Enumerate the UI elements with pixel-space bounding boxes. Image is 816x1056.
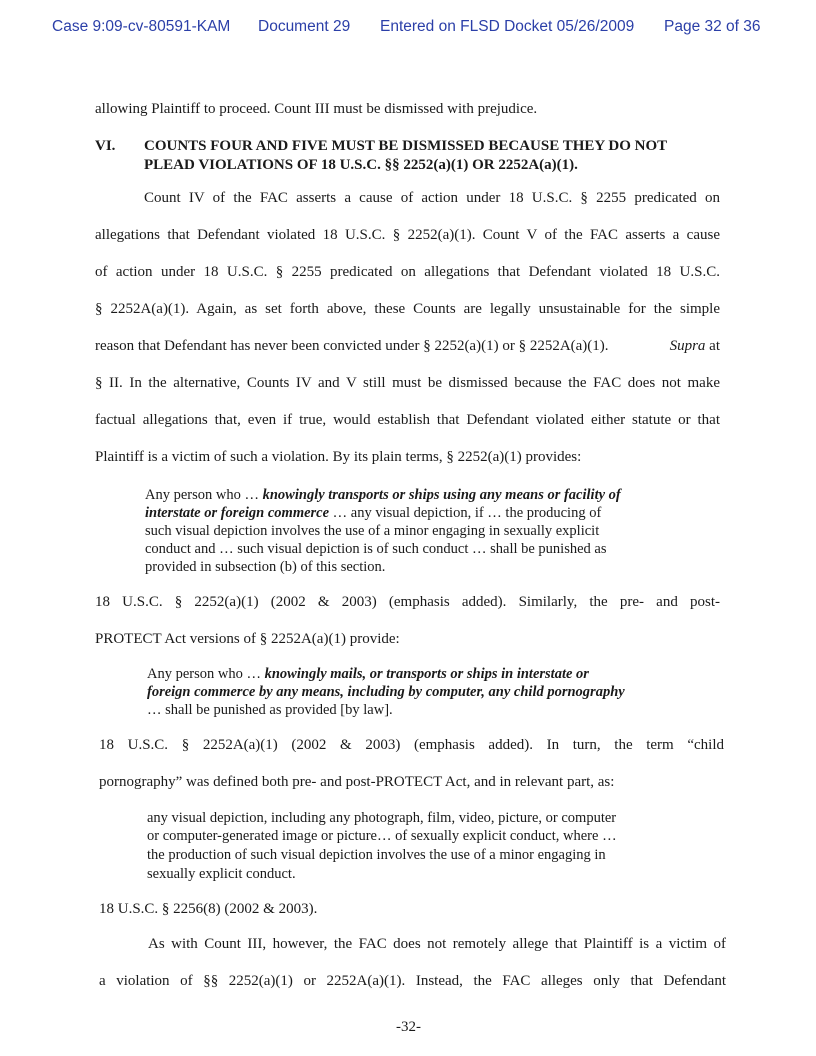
citation-1: 18 U.S.C. § 2252(a)(1) (2002 & 2003) (emphasis added). Similarly, the pre- and post-	[95, 594, 720, 610]
paragraph-1-line-7: factual allegations that, even if true, would establish that Defendant violated either statute or that	[95, 412, 720, 428]
quote-2-line-1-text: Any person who …	[147, 666, 265, 682]
paragraph-2-line-2: a violation of §§ 2252(a)(1) or 2252A(a)(1). Instead, the FAC alleges only that Defendant	[99, 973, 726, 989]
supra-at: at	[709, 338, 720, 354]
section-heading-line-1: COUNTS FOUR AND FIVE MUST BE DISMISSED BECAUSE THEY DO NOT	[144, 138, 668, 154]
section-heading-line-2: PLEAD VIOLATIONS OF 18 U.S.C. §§ 2252(a)(1) OR 2252A(a)(1).	[144, 157, 578, 173]
quote-2-line-2-emphasis: foreign commerce by any means, including by computer, any child pornography	[147, 684, 625, 700]
paragraph-1-line-2: allegations that Defendant violated 18 U.S.C. § 2252(a)(1). Count V of the FAC asserts a cause	[95, 227, 720, 243]
quote-2-line-1	[147, 665, 589, 684]
supra-signal: Supra	[669, 338, 706, 354]
quote-3-line-1: any visual depiction, including any photograph, film, video, picture, or computer	[147, 810, 617, 826]
quote-1-line-5: provided in subsection (b) of this section.	[145, 559, 386, 575]
citation-1-continuation: PROTECT Act versions of § 2252A(a)(1) provide:	[95, 631, 400, 647]
quote-3-line-2: or computer-generated image or picture… of sexually explicit conduct, where …	[147, 828, 617, 844]
paragraph-1-line-4: § 2252A(a)(1). Again, as set forth above, these Counts are legally unsustainable for the simple	[95, 301, 720, 317]
header-page-count: Page 32 of 36	[664, 18, 761, 35]
header-docket-entry: Entered on FLSD Docket 05/26/2009	[380, 18, 635, 35]
paragraph-1-line-8: Plaintiff is a victim of such a violation. By its plain terms, § 2252(a)(1) provides:	[95, 449, 582, 465]
quote-1-line-3: such visual depiction involves the use of a minor engaging in sexually explicit	[145, 523, 600, 539]
quote-2-line-2	[147, 683, 625, 702]
citation-2: 18 U.S.C. § 2252A(a)(1) (2002 & 2003) (emphasis added). In turn, the term “child	[99, 737, 724, 753]
quote-3-line-3: the production of such visual depiction involves the use of a minor engaging in	[147, 847, 606, 863]
quote-1-line-1-text: Any person who …	[145, 487, 263, 503]
quote-1-line-1-emphasis: knowingly transports or ships using any means or facility of	[262, 487, 621, 503]
quote-1-line-2-text: … any visual depiction, if … the producing of	[329, 505, 602, 521]
quote-1-line-2	[145, 504, 601, 523]
quote-2-line-3: … shall be punished as provided [by law].	[147, 702, 393, 718]
paragraph-2-line-1: As with Count III, however, the FAC does not remotely allege that Plaintiff is a victim of	[148, 936, 726, 952]
paragraph-1-line-1: Count IV of the FAC asserts a cause of action under 18 U.S.C. § 2255 predicated on	[144, 190, 720, 206]
citation-3: 18 U.S.C. § 2256(8) (2002 & 2003).	[99, 901, 318, 917]
paragraph-1-line-6: § II. In the alternative, Counts IV and V still must be dismissed because the FAC does not make	[95, 375, 720, 391]
paragraph-1-line-5	[95, 337, 720, 355]
intro-line: allowing Plaintiff to proceed. Count III must be dismissed with prejudice.	[95, 101, 538, 117]
header-document-number: Document 29	[258, 18, 351, 35]
quote-1-line-4: conduct and … such visual depiction is of such conduct … shall be punished as	[145, 541, 607, 557]
quote-2-line-1-emphasis: knowingly mails, or transports or ships in interstate or	[264, 666, 589, 682]
header-case-number: Case 9:09-cv-80591-KAM	[52, 18, 231, 35]
page-number: -32-	[396, 1019, 421, 1035]
supra-citation	[670, 337, 720, 355]
paragraph-1-line-5-text: reason that Defendant has never been convicted under § 2252(a)(1) or § 2252A(a)(1).	[95, 338, 609, 354]
quote-3-line-4: sexually explicit conduct.	[147, 866, 296, 882]
paragraph-1-line-3: of action under 18 U.S.C. § 2255 predicated on allegations that Defendant violated 18 U.S.C.	[95, 264, 720, 280]
quote-1-line-2-emphasis: interstate or foreign commerce	[145, 505, 330, 521]
section-number: VI.	[95, 138, 116, 154]
citation-2-continuation: pornography” was defined both pre- and post-PROTECT Act, and in relevant part, as:	[99, 774, 615, 790]
quote-1-line-1	[145, 486, 621, 505]
